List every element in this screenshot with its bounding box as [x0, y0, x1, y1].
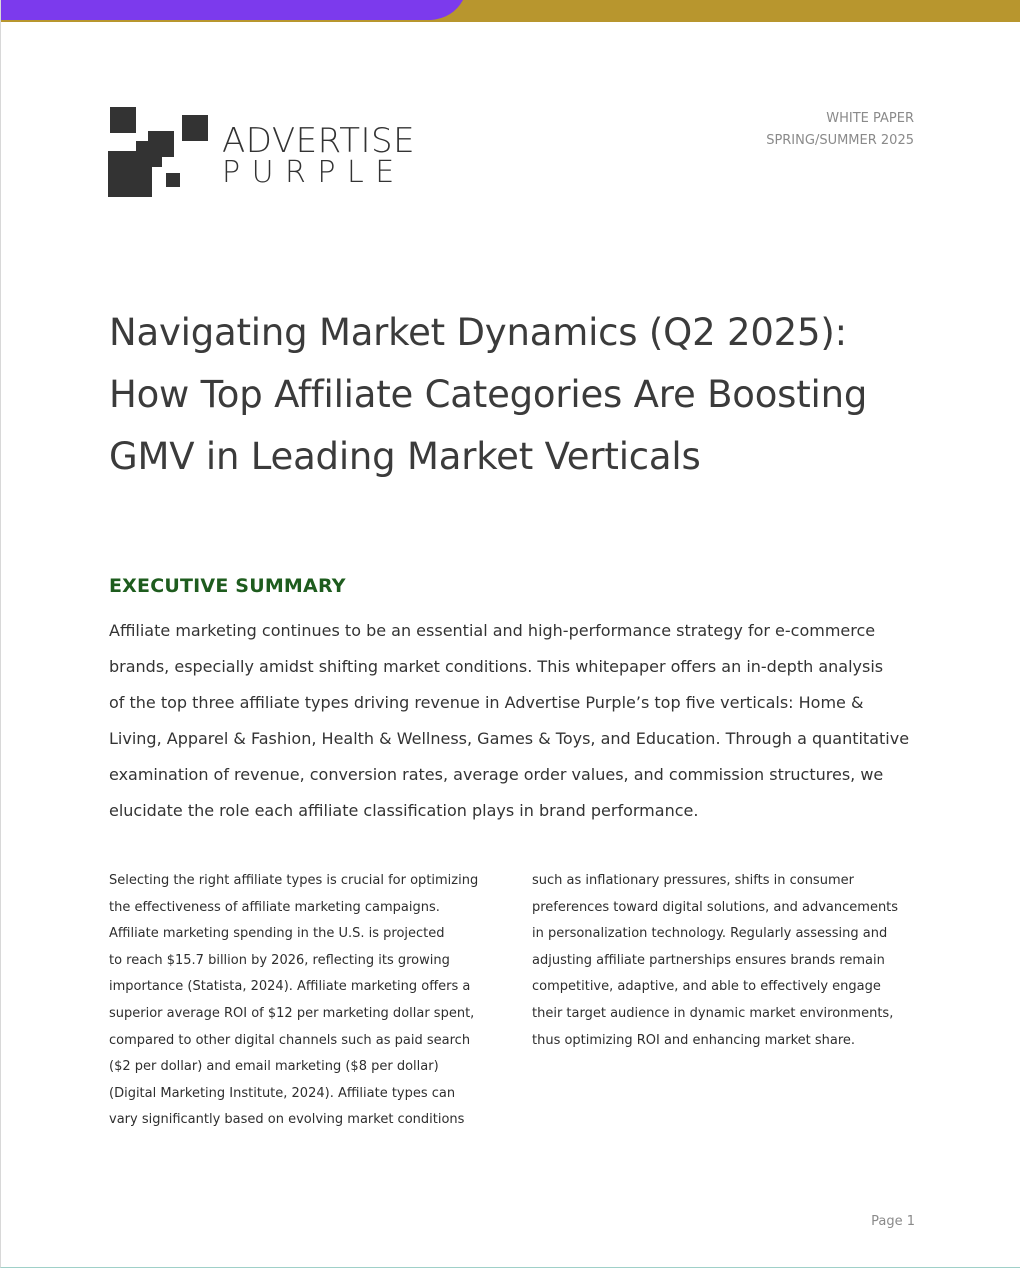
- summary-line: of the top three affiliate types driving revenue in Advertise Purple’s top five verticals: Home &: [109, 693, 864, 712]
- summary-line: brands, especially amidst shifting market conditions. This whitepaper offers an in-depth analysis: [109, 657, 884, 676]
- title-line: Navigating Market Dynamics (Q2 2025):: [109, 311, 847, 354]
- document-title: [109, 302, 939, 488]
- body-line: superior average ROI of $12 per marketing dollar spent,: [109, 1005, 475, 1021]
- body-line: the effectiveness of affiliate marketing campaigns.: [109, 899, 440, 915]
- body-column-left: [109, 868, 494, 1134]
- body-line: in personalization technology. Regularly assessing and: [532, 926, 888, 942]
- brand-logo: [108, 107, 418, 199]
- logo-wordmark-line2: PURPLE: [222, 155, 406, 190]
- body-line: such as inflationary pressures, shifts in consumer: [532, 873, 854, 888]
- body-line: competitive, adaptive, and able to effectively engage: [532, 979, 881, 995]
- body-line: ($2 per dollar) and email marketing ($8 per dollar): [109, 1059, 439, 1075]
- body-line: Selecting the right affiliate types is crucial for optimizing: [109, 873, 479, 888]
- body-line: compared to other digital channels such as paid search: [109, 1032, 471, 1048]
- body-line: adjusting affiliate partnerships ensures brands remain: [532, 952, 885, 968]
- edition-label: SPRING/SUMMER 2025: [766, 133, 914, 148]
- body-line: Affiliate marketing spending in the U.S. is projected: [109, 926, 445, 942]
- body-line: their target audience in dynamic market environments,: [532, 1005, 894, 1021]
- page-number: Page 1: [871, 1214, 915, 1229]
- summary-line: examination of revenue, conversion rates, average order values, and commission structures, we: [109, 765, 884, 784]
- summary-line: Affiliate marketing continues to be an essential and high-performance strategy for e-commerce: [109, 621, 876, 640]
- title-line: How Top Affiliate Categories Are Boosting: [109, 373, 868, 416]
- executive-summary-heading: EXECUTIVE SUMMARY: [109, 575, 346, 597]
- body-line: (Digital Marketing Institute, 2024). Affiliate types can: [109, 1085, 456, 1101]
- doc-type-label: WHITE PAPER: [826, 111, 914, 126]
- top-color-band: [1, 0, 1020, 22]
- summary-line: elucidate the role each affiliate classification plays in brand performance.: [109, 801, 699, 820]
- body-line: vary significantly based on evolving market conditions: [109, 1112, 465, 1128]
- document-meta: [766, 108, 914, 152]
- executive-summary-paragraph: [109, 613, 924, 829]
- title-line: GMV in Leading Market Verticals: [109, 435, 701, 478]
- body-line: importance (Statista, 2024). Affiliate marketing offers a: [109, 979, 471, 995]
- purple-band: [1, 0, 463, 20]
- logo-wordmark-line1: ADVERTISE: [222, 121, 416, 161]
- body-column-right: [532, 868, 917, 1054]
- summary-line: Living, Apparel & Fashion, Health & Wellness, Games & Toys, and Education. Through a quantitative: [109, 729, 910, 748]
- body-line: preferences toward digital solutions, and advancements: [532, 899, 899, 915]
- body-line: to reach $15.7 billion by 2026, reflecting its growing: [109, 952, 450, 968]
- body-line: thus optimizing ROI and enhancing market share.: [532, 1032, 856, 1048]
- top-band-graphic: [1, 0, 1020, 22]
- logo-mark-icon: [108, 107, 210, 197]
